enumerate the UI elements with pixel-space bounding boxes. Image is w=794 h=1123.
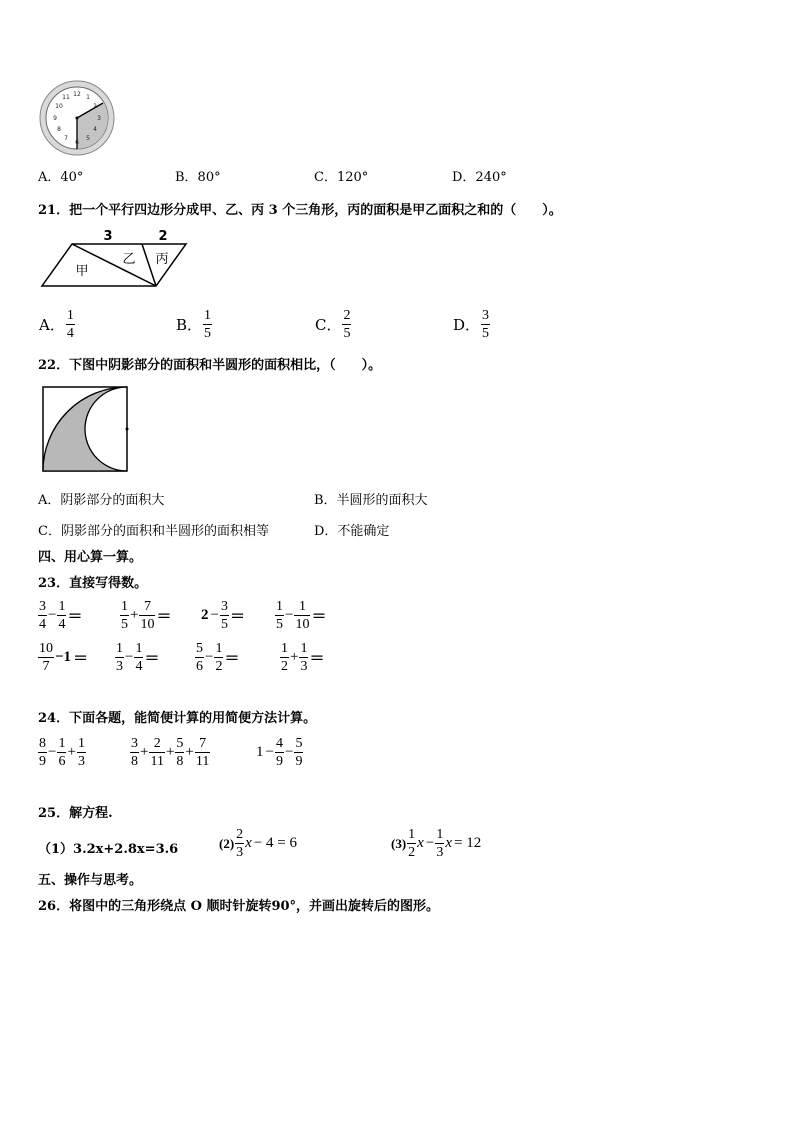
q25-question: 25．解方程. xyxy=(38,806,113,821)
option-letter: C． xyxy=(315,316,342,334)
q20-option-d[interactable]: D．240° xyxy=(452,170,507,185)
q20-option-b[interactable]: B．80° xyxy=(175,170,221,185)
square-semicircle-figure xyxy=(42,386,132,476)
q21-option-b[interactable] xyxy=(175,307,212,342)
clock-number: 1 xyxy=(86,94,90,101)
q24-expr-2: $\frac{3}{8}$ + $\frac{2}{11}$ + $\frac{5}{8}$ + $\frac{7}{11}$ xyxy=(131,736,210,769)
clock-number: 3 xyxy=(97,115,101,122)
clock-number: 10 xyxy=(55,103,63,110)
label-jia: 甲 xyxy=(75,264,89,279)
q22-option-b[interactable]: B．半圆形的面积大 xyxy=(314,493,428,508)
q23-expr: $\frac{1}{5}$ − $\frac{1}{10}$ ＝ xyxy=(276,599,327,632)
q24-expr-3: 1 − $\frac{4}{9}$ − $\frac{5}{9}$ xyxy=(256,736,303,769)
parallelogram-figure xyxy=(38,226,198,292)
q23-expr: $\frac{1}{5}$ + $\frac{7}{10}$ ＝ xyxy=(121,599,172,632)
q22-option-d[interactable]: D．不能确定 xyxy=(314,524,390,539)
q23-expr: $\frac{5}{6}$ − $\frac{1}{2}$ ＝ xyxy=(196,641,240,674)
q21-option-a[interactable] xyxy=(38,307,75,342)
q21-option-c[interactable] xyxy=(314,307,351,342)
q23-expr: 2 − $\frac{3}{5}$ ＝ xyxy=(201,599,245,632)
q20-option-a[interactable]: A．40° xyxy=(38,170,84,185)
option-fraction: $\frac{1}{4}$ xyxy=(66,308,74,341)
option-letter: D． xyxy=(453,316,481,334)
option-letter: A． xyxy=(39,316,65,334)
label-top-2: 2 xyxy=(158,229,168,244)
clock-figure xyxy=(38,80,118,160)
clock-number: 6 xyxy=(75,139,79,146)
option-letter: B． xyxy=(176,316,203,334)
label-top-3: 3 xyxy=(103,229,113,244)
q20-option-c[interactable]: C．120° xyxy=(314,170,369,185)
shaded-region xyxy=(43,387,127,471)
q23-expr: $\frac{10}{7}$ −1 ＝ xyxy=(39,641,89,674)
clock-number: 9 xyxy=(53,115,57,122)
q22-option-a[interactable]: A．阴影部分的面积大 xyxy=(38,493,165,508)
clock-number: 4 xyxy=(93,126,97,133)
option-fraction: $\frac{3}{5}$ xyxy=(482,308,490,341)
option-fraction: $\frac{2}{5}$ xyxy=(343,308,351,341)
clock-number: 7 xyxy=(64,135,68,142)
option-fraction: $\frac{1}{5}$ xyxy=(204,308,212,341)
q25-equation-3: (3) $\frac{1}{2}$ x− $\frac{1}{3}$ x= 12 xyxy=(391,827,482,860)
q22-option-c[interactable]: C．阴影部分的面积和半圆形的面积相等 xyxy=(38,524,269,539)
q21-option-d[interactable] xyxy=(452,307,490,342)
label-bing: 丙 xyxy=(155,252,169,267)
q25-equation-1: （1）3.2x+2.8x=3.6 xyxy=(38,842,179,857)
section-5-heading: 五、操作与思考。 xyxy=(38,873,143,888)
q23-expr: $\frac{3}{4}$ − $\frac{1}{4}$ ＝ xyxy=(39,599,83,632)
clock-center xyxy=(76,117,79,120)
clock-number: 11 xyxy=(62,94,70,101)
clock-number: 8 xyxy=(57,126,61,133)
q25-equation-2: (2) $\frac{2}{3}$ x− 4 = 6 xyxy=(219,827,298,860)
clock-number: 12 xyxy=(73,91,81,98)
clock-number: 5 xyxy=(86,135,90,142)
semicircle-center-dot xyxy=(126,428,129,431)
section-4-heading: 四、用心算一算。 xyxy=(38,550,143,565)
q24-question: 24．下面各题，能简便计算的用简便方法计算。 xyxy=(38,711,317,726)
q23-question: 23．直接写得数。 xyxy=(38,576,148,591)
q21-question: 21．把一个平行四边形分成甲、乙、丙 3 个三角形，丙的面积是甲乙面积之和的（ ）。 xyxy=(38,203,562,218)
label-yi: 乙 xyxy=(122,252,136,267)
q23-expr: $\frac{1}{3}$ − $\frac{1}{4}$ ＝ xyxy=(116,641,160,674)
q22-question: 22．下图中阴影部分的面积和半圆形的面积相比，（ ）。 xyxy=(38,358,382,373)
clock-number: 2 xyxy=(93,103,97,110)
q23-expr: $\frac{1}{2}$ + $\frac{1}{3}$ ＝ xyxy=(281,641,325,674)
q26-question: 26．将图中的三角形绕点 O 顺时针旋转90°，并画出旋转后的图形。 xyxy=(38,899,440,914)
q24-expr-1: $\frac{8}{9}$ − $\frac{1}{6}$ + $\frac{1}{3}$ xyxy=(39,736,85,769)
